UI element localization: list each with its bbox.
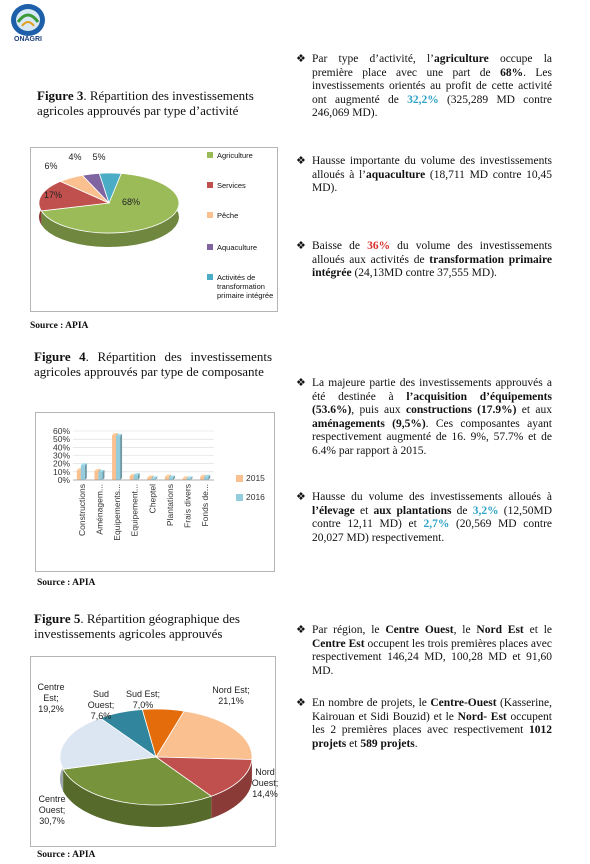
fig3-legend-item-services (207, 181, 275, 190)
fig4-ytick-label: 0% (57, 475, 70, 485)
legend-swatch (207, 152, 213, 158)
figure-5-pie (31, 657, 279, 846)
legend-label: Pêche (217, 211, 239, 220)
fig4-category-label-plantations: Plantations (164, 484, 175, 527)
fig4-bar-plantations-2016 (169, 478, 173, 480)
fig4-bar-amenagem-2016 (98, 472, 102, 480)
fig4-category-label-fonds-de: Fonds de... (200, 484, 211, 527)
fig4-ytick-label: 40% (52, 442, 70, 453)
figure-4-chart (35, 412, 275, 572)
fig4-category-label-cheptel: Cheptel (147, 484, 158, 514)
legend-label: Services (217, 181, 246, 190)
fig3-data-label-aquaculture: 4% (68, 152, 82, 162)
figure-3-legend (207, 148, 277, 311)
bullet-transformation: ❖ Baisse de 36% du volume des investissements alloués aux activités de transformation primaire intégrée (24,13MD contre 37,555 MD). (296, 240, 552, 279)
fig4-legend-label-2016: 2016 (246, 492, 265, 502)
fig5-data-label-centre-est: Centre Est; 19,2% (37, 682, 65, 714)
legend-swatch (207, 244, 213, 250)
fig4-legend-swatch-2016 (236, 494, 243, 501)
fig4-bar-constructions-2015 (77, 470, 81, 480)
diamond-bullet-icon: ❖ (296, 624, 306, 636)
fig3-data-label-activites-de-transformation-primaire-integree: 5% (92, 152, 106, 162)
figure-4-title: Figure 4. Répartition des investissements agricoles approuvés par type de composante (34, 349, 273, 379)
fig4-category-label-frais-divers: Frais divers (182, 484, 193, 528)
figure-4-source: Source : APIA (37, 578, 96, 588)
fig3-legend-item-agriculture (207, 151, 275, 160)
legend-swatch (207, 212, 213, 218)
figure-5-title: Figure 5. Répartition géographique des investissements agricoles approuvés (34, 611, 240, 641)
figure-3-pie (31, 148, 203, 311)
fig3-data-label-peche: 6% (44, 161, 58, 171)
bullet-region: ❖ Par région, le Centre Ouest, le Nord Est et le Centre Est occupent les trois premières places avec respectivement 146,24 MD, 100,28 MD et 91,60 MD. (296, 624, 553, 677)
diamond-bullet-icon: ❖ (296, 240, 306, 252)
figure-4-bars (36, 413, 274, 571)
fig5-data-label-sud-est: Sud Est; 7,0% (125, 689, 161, 710)
fig4-bar-constructions-2016 (81, 465, 85, 480)
diamond-bullet-icon: ❖ (296, 53, 306, 65)
diamond-bullet-icon: ❖ (296, 697, 306, 709)
logo-text: ONAGRI (14, 36, 42, 43)
fig3-data-label-services: 17% (43, 190, 63, 200)
figure-3-source: Source : APIA (30, 321, 89, 331)
fig4-legend-label-2015: 2015 (246, 473, 265, 483)
legend-swatch (207, 182, 213, 188)
fig4-category-label-constructions: Constructions (76, 484, 87, 536)
fig5-data-label-nord-est: Nord Est; 21,1% (212, 685, 250, 706)
fig4-ytick-label: 30% (52, 450, 70, 461)
fig4-ytick-label: 60% (52, 426, 70, 436)
fig3-legend-item-activites-de-transformation-primaire-integree (207, 273, 275, 300)
legend-label: Activités de transformation primaire intégrée (217, 273, 274, 300)
bullet-aquaculture: ❖ Hausse importante du volume des investissements alloués à l’aquaculture (18,711 MD contre 10,45 MD). (296, 155, 553, 194)
fig4-bar-fonds-de-2016 (204, 477, 208, 480)
fig3-legend-item-aquaculture (207, 243, 275, 252)
fig4-bar-side-equipements-2016 (120, 434, 122, 480)
fig4-bar-fonds-de-2015 (200, 477, 204, 480)
figure-5-chart (30, 656, 279, 847)
fig4-bar-equipements-2016 (116, 436, 120, 480)
figure-3-chart (30, 147, 278, 312)
fig4-bar-equipements-2015 (112, 435, 116, 480)
figure-3-title: Figure 3. Répartition des investissements agricoles approuvés par type d’activité (37, 88, 254, 118)
fig4-ytick-label: 20% (52, 458, 70, 469)
fig4-ytick-label: 50% (52, 434, 70, 445)
bullet-composantes: ❖ La majeure partie des investissements approuvés a été destinée à l’acquisition d’équipements (53.6%), puis aux constructions (17.9%) et aux aménagements (9,5%). Ces composantes ayant respectivement augmenté de 16. 9%, 57.7% et de 6.4% par rapport à 2015. (296, 377, 553, 457)
fig4-bar-side-constructions-2016 (85, 463, 87, 480)
fig4-category-label-equipement: Equipement... (129, 484, 140, 537)
onagri-logo (4, 2, 52, 46)
fig4-ytick-label: 10% (52, 466, 70, 477)
legend-label: Agriculture (217, 151, 253, 160)
figure-5-source: Source : APIA (37, 850, 96, 860)
bullet-agriculture: ❖ Par type d’activité, l’agriculture occupe la première place avec une part de 68%. Les investissements orientés au profit de cette activité ont augmenté de 32,2% (325,289 MD contre 246,069 MD). (296, 53, 552, 119)
fig4-bar-cheptel-2015 (147, 478, 151, 480)
legend-label: Aquaculture (217, 243, 258, 252)
fig4-bar-plantations-2015 (165, 477, 169, 480)
diamond-bullet-icon: ❖ (296, 491, 306, 503)
fig4-bar-amenagem-2015 (94, 471, 98, 480)
fig4-bar-equipement-2016 (134, 475, 138, 480)
fig5-data-label-sud-ouest: Sud Ouest; 7,6% (87, 689, 115, 721)
bullet-elevage-plantations: ❖ Hausse du volume des investissements alloués à l’élevage et aux plantations de 3,2% (12,50MD contre 12,11 MD) et 2,7% (20,569 MD contre 20,027 MD) respectivement. (296, 491, 553, 544)
fig3-data-label-agriculture: 68% (121, 197, 141, 207)
fig4-legend-swatch-2015 (236, 475, 243, 482)
fig3-legend-item-peche (207, 211, 275, 220)
fig4-category-label-amenagem: Aménagem... (94, 484, 105, 535)
diamond-bullet-icon: ❖ (296, 377, 306, 389)
legend-swatch (207, 274, 213, 280)
diamond-bullet-icon: ❖ (296, 155, 306, 167)
fig5-data-label-nord-ouest: Nord Ouest; 14,4% (251, 767, 279, 799)
fig5-data-label-centre-ouest: Centre Ouest; 30,7% (38, 794, 66, 826)
fig4-bar-equipement-2015 (130, 476, 134, 480)
bullet-projets: ❖ En nombre de projets, le Centre-Ouest (Kasserine, Kairouan et Sidi Bouzid) et le Nord- Est occupent les 2 premières places avec respectivement 1012 projets et 589 projets. (296, 697, 552, 750)
fig4-category-label-equipements: Equipements... (112, 484, 123, 541)
